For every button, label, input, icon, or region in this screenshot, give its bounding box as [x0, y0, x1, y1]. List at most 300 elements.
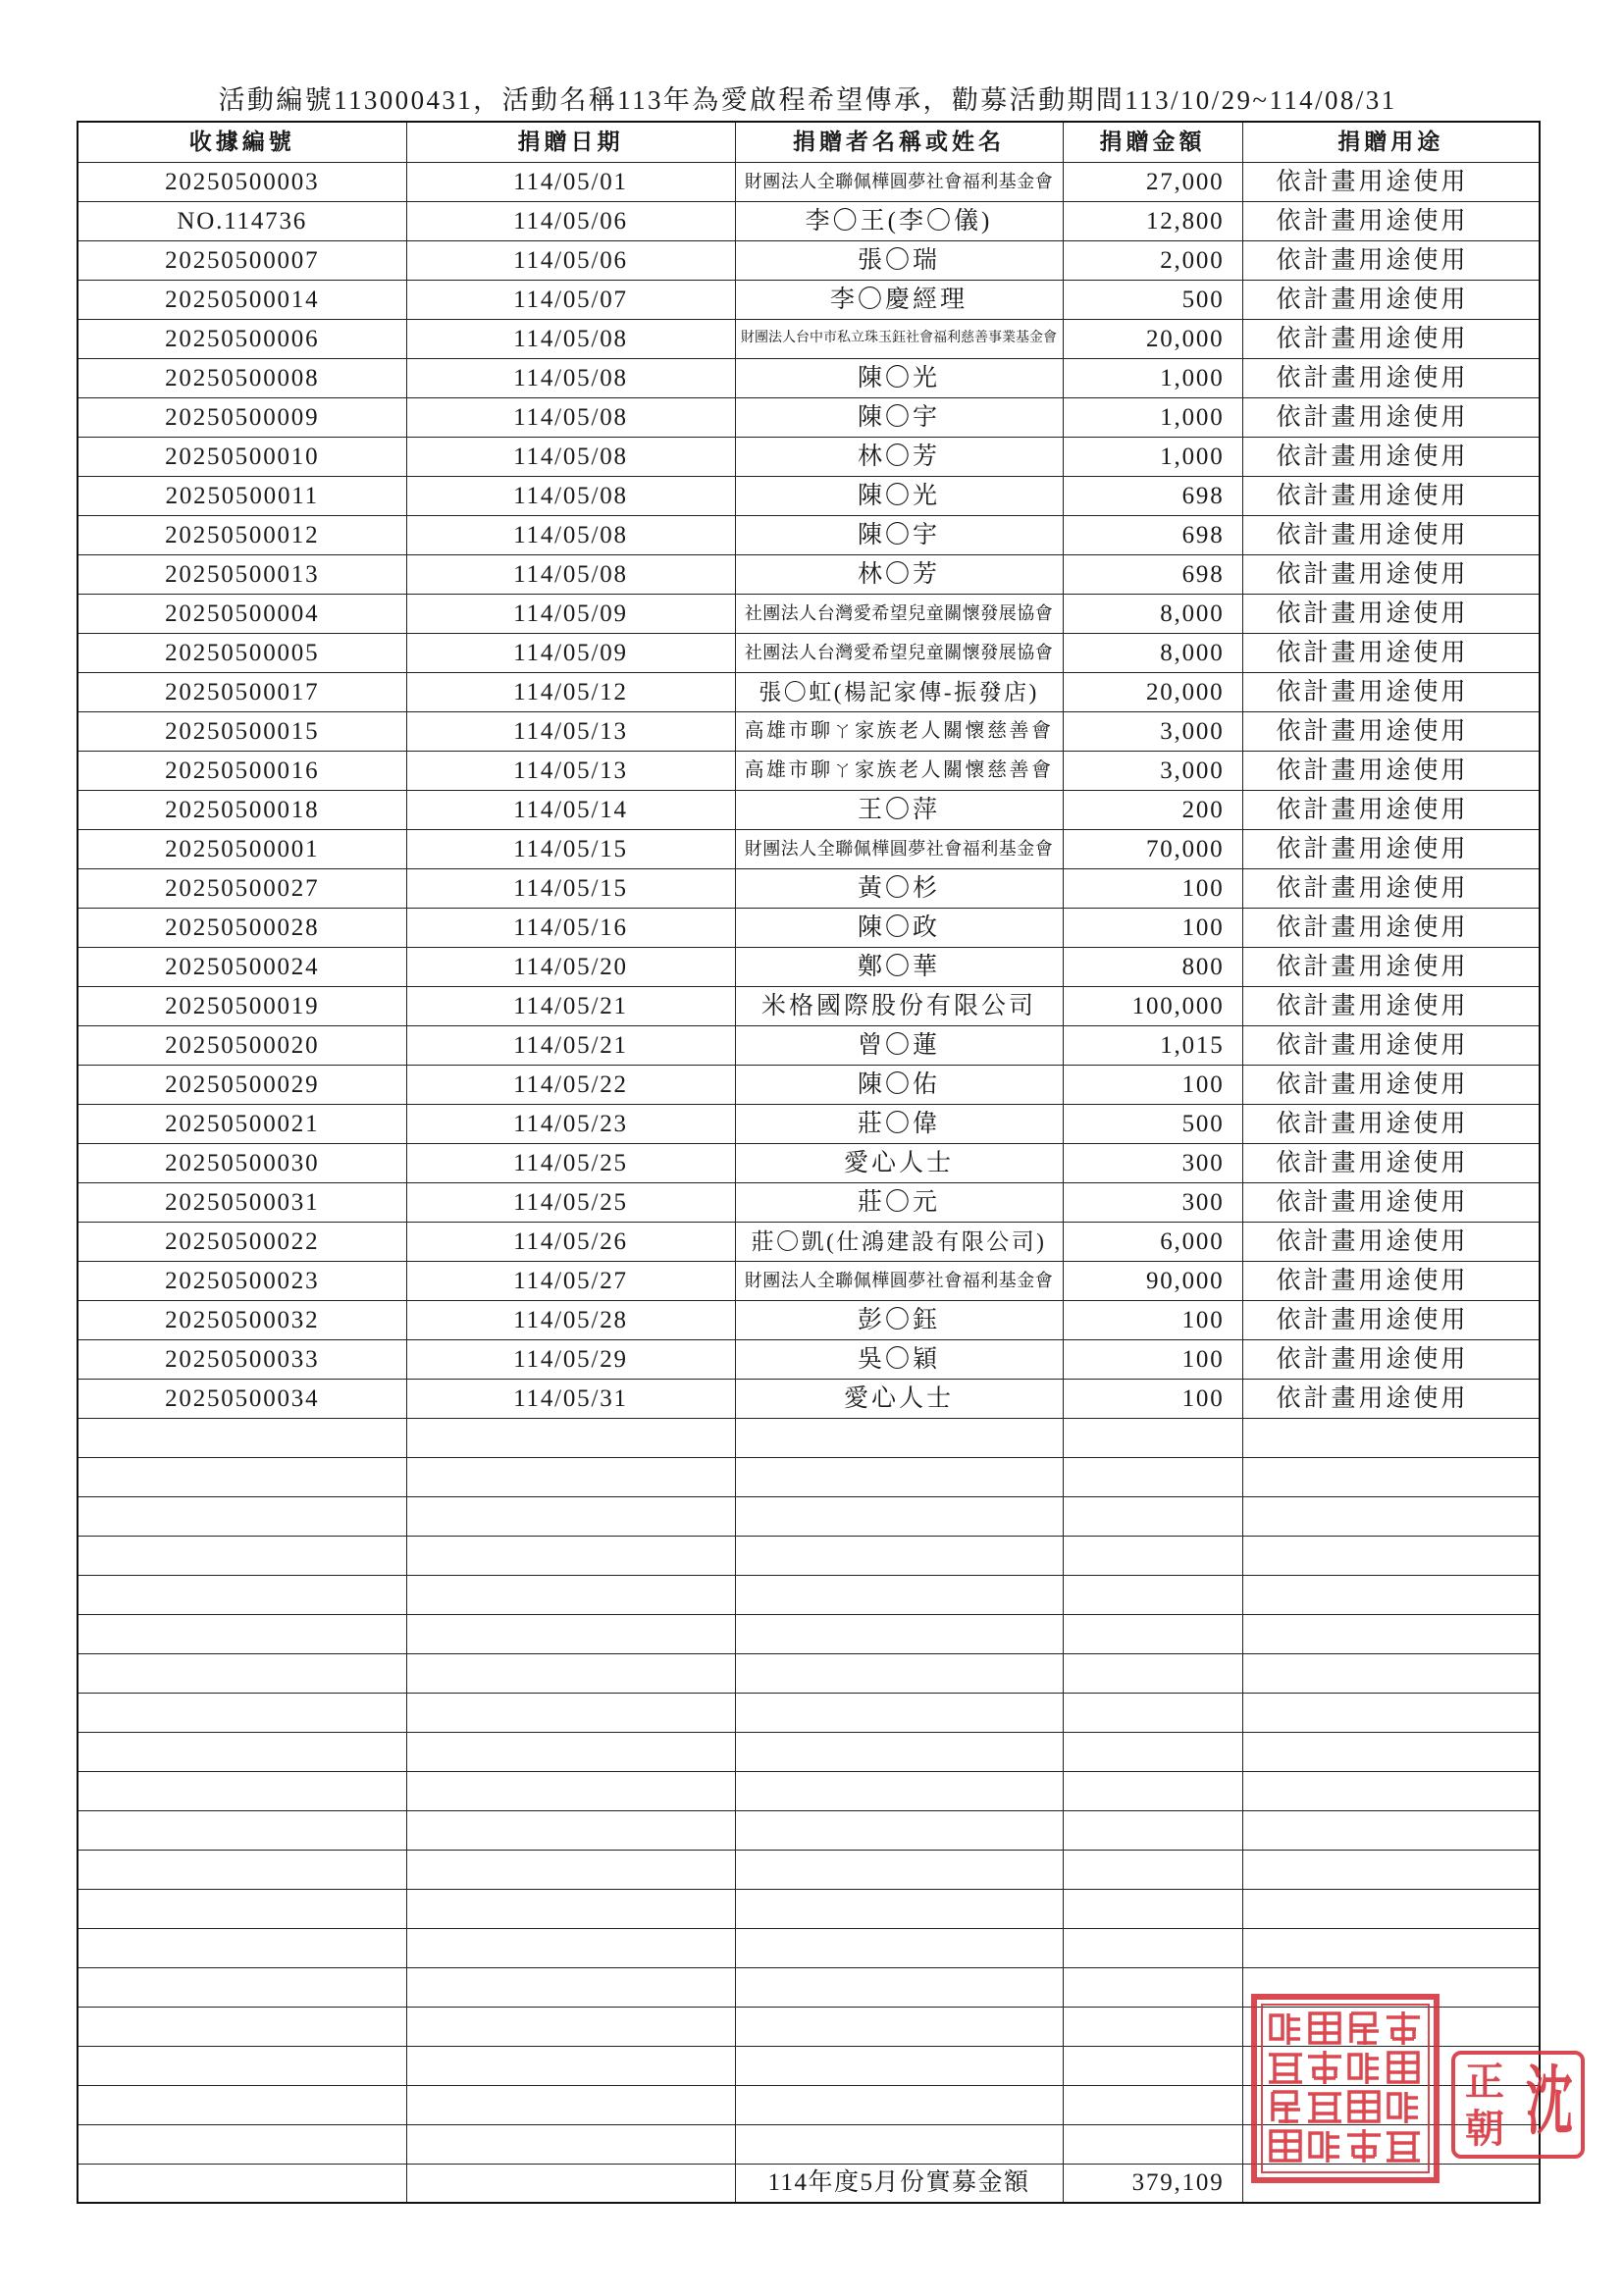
receipt-number-cell: 20250500028: [78, 908, 406, 947]
receipt-number-cell: 20250500013: [78, 554, 406, 594]
empty-cell: [78, 1536, 406, 1575]
donation-purpose-cell: 依計畫用途使用: [1242, 672, 1540, 711]
table-row: [78, 397, 1540, 437]
donation-date-cell: 114/05/22: [406, 1065, 735, 1104]
donation-amount-cell: 90,000: [1063, 1261, 1242, 1300]
donation-purpose-cell: 依計畫用途使用: [1242, 790, 1540, 829]
donation-purpose-cell: 依計畫用途使用: [1242, 1182, 1540, 1222]
empty-cell: [1242, 1928, 1540, 1967]
receipt-number-cell: 20250500019: [78, 986, 406, 1025]
donation-amount-cell: 100: [1063, 1300, 1242, 1339]
empty-cell: [406, 1967, 735, 2007]
empty-cell: [78, 1653, 406, 1693]
empty-cell: [1063, 1967, 1242, 2007]
donation-date-cell: 114/05/08: [406, 515, 735, 554]
empty-cell: [1063, 1496, 1242, 1536]
empty-cell: [406, 2085, 735, 2124]
donation-date-cell: 114/05/01: [406, 162, 735, 201]
empty-row: [78, 1653, 1540, 1693]
table-row: [78, 1339, 1540, 1379]
donation-date-cell: 114/05/28: [406, 1300, 735, 1339]
donation-amount-cell: 8,000: [1063, 633, 1242, 672]
empty-row: [78, 1575, 1540, 1614]
table-row: [78, 1182, 1540, 1222]
donor-name-cell: 愛心人士: [735, 1379, 1063, 1418]
receipt-number-cell: 20250500016: [78, 751, 406, 790]
table-row: [78, 280, 1540, 319]
donation-amount-cell: 500: [1063, 280, 1242, 319]
ledger-header: [78, 122, 1540, 162]
table-row: [78, 358, 1540, 397]
empty-cell: [735, 2007, 1063, 2046]
empty-cell: [78, 2124, 406, 2164]
donor-name-cell: 陳〇佑: [735, 1065, 1063, 1104]
donation-purpose-cell: 依計畫用途使用: [1242, 240, 1540, 280]
empty-row: [78, 1810, 1540, 1850]
donor-name-cell: 張〇虹(楊記家傳-振發店): [735, 672, 1063, 711]
receipt-number-cell: 20250500017: [78, 672, 406, 711]
receipt-number-cell: 20250500012: [78, 515, 406, 554]
empty-cell: [78, 1967, 406, 2007]
donor-name-cell: 社團法人台灣愛希望兒童關懷發展協會: [735, 633, 1063, 672]
receipt-number-cell: 20250500010: [78, 437, 406, 476]
receipt-number-cell: 20250500018: [78, 790, 406, 829]
empty-cell: [735, 2085, 1063, 2124]
empty-cell: [78, 1575, 406, 1614]
table-row: [78, 751, 1540, 790]
empty-cell: [735, 1693, 1063, 1732]
donation-purpose-cell: 依計畫用途使用: [1242, 280, 1540, 319]
donation-amount-cell: 100: [1063, 868, 1242, 908]
donation-date-cell: 114/05/31: [406, 1379, 735, 1418]
table-row: [78, 162, 1540, 201]
donor-name-cell: 張〇瑞: [735, 240, 1063, 280]
empty-cell: [735, 1889, 1063, 1928]
table-row: [78, 1222, 1540, 1261]
receipt-number-cell: 20250500033: [78, 1339, 406, 1379]
empty-cell: [406, 2124, 735, 2164]
table-row: [78, 240, 1540, 280]
empty-cell: [406, 2164, 735, 2203]
donor-name-cell: 高雄市聊ㄚ家族老人關懷慈善會: [735, 751, 1063, 790]
header-donation-amount: 捐贈金額: [1063, 122, 1242, 162]
empty-cell: [1063, 1536, 1242, 1575]
table-row: [78, 554, 1540, 594]
donation-purpose-cell: 依計畫用途使用: [1242, 1025, 1540, 1065]
empty-cell: [406, 1850, 735, 1889]
table-row: [78, 672, 1540, 711]
header-receipt-number: 收據編號: [78, 122, 406, 162]
empty-cell: [406, 1457, 735, 1496]
donor-name-cell: 黃〇杉: [735, 868, 1063, 908]
receipt-number-cell: 20250500003: [78, 162, 406, 201]
empty-cell: [1242, 1614, 1540, 1653]
receipt-number-cell: 20250500029: [78, 1065, 406, 1104]
donation-purpose-cell: 依計畫用途使用: [1242, 1300, 1540, 1339]
donation-purpose-cell: 依計畫用途使用: [1242, 829, 1540, 868]
empty-cell: [1242, 1418, 1540, 1457]
empty-cell: [78, 2164, 406, 2203]
donation-amount-cell: 300: [1063, 1143, 1242, 1182]
donation-purpose-cell: 依計畫用途使用: [1242, 319, 1540, 358]
empty-cell: [406, 2007, 735, 2046]
empty-cell: [406, 1418, 735, 1457]
receipt-number-cell: 20250500009: [78, 397, 406, 437]
donation-purpose-cell: 依計畫用途使用: [1242, 711, 1540, 751]
empty-cell: [1242, 1889, 1540, 1928]
empty-cell: [735, 1732, 1063, 1771]
donation-amount-cell: 8,000: [1063, 594, 1242, 633]
receipt-number-cell: 20250500004: [78, 594, 406, 633]
donation-date-cell: 114/05/12: [406, 672, 735, 711]
empty-cell: [1063, 2085, 1242, 2124]
donation-date-cell: 114/05/14: [406, 790, 735, 829]
donor-name-cell: 莊〇凱(仕鴻建設有限公司): [735, 1222, 1063, 1261]
table-row: [78, 201, 1540, 240]
table-row: [78, 1065, 1540, 1104]
table-row: [78, 594, 1540, 633]
receipt-number-cell: 20250500031: [78, 1182, 406, 1222]
donor-name-cell: 陳〇政: [735, 908, 1063, 947]
table-row: [78, 711, 1540, 751]
donation-purpose-cell: 依計畫用途使用: [1242, 162, 1540, 201]
empty-cell: [406, 1653, 735, 1693]
donation-purpose-cell: 依計畫用途使用: [1242, 554, 1540, 594]
empty-cell: [1063, 2124, 1242, 2164]
empty-cell: [78, 2085, 406, 2124]
donation-purpose-cell: 依計畫用途使用: [1242, 476, 1540, 515]
empty-cell: [78, 1457, 406, 1496]
donation-amount-cell: 800: [1063, 947, 1242, 986]
empty-cell: [406, 1614, 735, 1653]
donor-name-cell: 莊〇元: [735, 1182, 1063, 1222]
receipt-number-cell: 20250500005: [78, 633, 406, 672]
donation-date-cell: 114/05/29: [406, 1339, 735, 1379]
donation-date-cell: 114/05/08: [406, 437, 735, 476]
empty-cell: [1063, 1653, 1242, 1693]
empty-cell: [735, 1496, 1063, 1536]
receipt-number-cell: 20250500032: [78, 1300, 406, 1339]
receipt-number-cell: 20250500023: [78, 1261, 406, 1300]
seal-character: 正: [1465, 2059, 1504, 2105]
empty-cell: [1063, 1732, 1242, 1771]
donation-purpose-cell: 依計畫用途使用: [1242, 201, 1540, 240]
donation-date-cell: 114/05/21: [406, 1025, 735, 1065]
empty-cell: [735, 1457, 1063, 1496]
donation-amount-cell: 6,000: [1063, 1222, 1242, 1261]
donation-date-cell: 114/05/09: [406, 633, 735, 672]
receipt-number-cell: 20250500015: [78, 711, 406, 751]
empty-cell: [735, 2046, 1063, 2085]
donation-date-cell: 114/05/15: [406, 868, 735, 908]
donation-date-cell: 114/05/25: [406, 1143, 735, 1182]
table-row: [78, 1025, 1540, 1065]
empty-cell: [78, 2007, 406, 2046]
donor-name-cell: 李〇王(李〇儀): [735, 201, 1063, 240]
donation-date-cell: 114/05/09: [406, 594, 735, 633]
empty-cell: [406, 2046, 735, 2085]
empty-cell: [1242, 1771, 1540, 1810]
donation-date-cell: 114/05/25: [406, 1182, 735, 1222]
donation-date-cell: 114/05/15: [406, 829, 735, 868]
donation-purpose-cell: 依計畫用途使用: [1242, 908, 1540, 947]
donor-name-cell: 米格國際股份有限公司: [735, 986, 1063, 1025]
donation-amount-cell: 1,015: [1063, 1025, 1242, 1065]
donation-amount-cell: 1,000: [1063, 358, 1242, 397]
empty-row: [78, 1928, 1540, 1967]
donation-purpose-cell: 依計畫用途使用: [1242, 437, 1540, 476]
donation-purpose-cell: 依計畫用途使用: [1242, 397, 1540, 437]
table-row: [78, 986, 1540, 1025]
total-label: 114年度5月份實募金額: [735, 2164, 1063, 2203]
donation-date-cell: 114/05/13: [406, 711, 735, 751]
empty-cell: [735, 2124, 1063, 2164]
empty-cell: [1063, 1889, 1242, 1928]
empty-cell: [1242, 1496, 1540, 1536]
empty-cell: [406, 1928, 735, 1967]
donation-amount-cell: 698: [1063, 476, 1242, 515]
empty-cell: [735, 1536, 1063, 1575]
donation-amount-cell: 100: [1063, 908, 1242, 947]
empty-cell: [1063, 2046, 1242, 2085]
donation-purpose-cell: 依計畫用途使用: [1242, 594, 1540, 633]
donor-name-cell: 陳〇光: [735, 358, 1063, 397]
table-row: [78, 515, 1540, 554]
donation-purpose-cell: 依計畫用途使用: [1242, 1065, 1540, 1104]
table-row: [78, 476, 1540, 515]
empty-cell: [735, 1418, 1063, 1457]
receipt-number-cell: 20250500001: [78, 829, 406, 868]
donation-ledger-table: [77, 121, 1541, 2204]
empty-cell: [78, 1889, 406, 1928]
donation-date-cell: 114/05/21: [406, 986, 735, 1025]
receipt-number-cell: 20250500021: [78, 1104, 406, 1143]
donation-amount-cell: 100: [1063, 1339, 1242, 1379]
donation-purpose-cell: 依計畫用途使用: [1242, 1143, 1540, 1182]
receipt-number-cell: 20250500006: [78, 319, 406, 358]
empty-cell: [406, 1536, 735, 1575]
empty-row: [78, 1693, 1540, 1732]
receipt-number-cell: 20250500024: [78, 947, 406, 986]
empty-cell: [1063, 1575, 1242, 1614]
receipt-number-cell: 20250500007: [78, 240, 406, 280]
empty-cell: [78, 1732, 406, 1771]
donation-amount-cell: 3,000: [1063, 751, 1242, 790]
donation-purpose-cell: 依計畫用途使用: [1242, 1339, 1540, 1379]
empty-cell: [735, 1850, 1063, 1889]
empty-cell: [1063, 1418, 1242, 1457]
donation-purpose-cell: 依計畫用途使用: [1242, 986, 1540, 1025]
receipt-number-cell: 20250500030: [78, 1143, 406, 1182]
table-row: [78, 1261, 1540, 1300]
receipt-number-cell: 20250500014: [78, 280, 406, 319]
personal-seal: [1451, 2051, 1585, 2159]
donor-name-cell: 鄭〇華: [735, 947, 1063, 986]
donation-amount-cell: 100: [1063, 1379, 1242, 1418]
donation-purpose-cell: 依計畫用途使用: [1242, 515, 1540, 554]
empty-cell: [406, 1496, 735, 1536]
empty-cell: [78, 1850, 406, 1889]
empty-row: [78, 1536, 1540, 1575]
donor-name-cell: 陳〇宇: [735, 515, 1063, 554]
empty-cell: [1242, 1693, 1540, 1732]
donor-name-cell: 吳〇穎: [735, 1339, 1063, 1379]
donor-name-cell: 陳〇宇: [735, 397, 1063, 437]
empty-cell: [1063, 2007, 1242, 2046]
organization-seal: [1251, 1994, 1440, 2183]
donor-name-cell: 愛心人士: [735, 1143, 1063, 1182]
donor-name-cell: 林〇芳: [735, 554, 1063, 594]
header-donation-date: 捐贈日期: [406, 122, 735, 162]
donation-date-cell: 114/05/07: [406, 280, 735, 319]
donation-purpose-cell: 依計畫用途使用: [1242, 868, 1540, 908]
empty-cell: [406, 1810, 735, 1850]
donation-date-cell: 114/05/27: [406, 1261, 735, 1300]
donation-purpose-cell: 依計畫用途使用: [1242, 358, 1540, 397]
empty-cell: [1063, 1771, 1242, 1810]
empty-cell: [78, 1418, 406, 1457]
empty-row: [78, 1496, 1540, 1536]
donation-purpose-cell: 依計畫用途使用: [1242, 633, 1540, 672]
donation-purpose-cell: 依計畫用途使用: [1242, 1104, 1540, 1143]
empty-row: [78, 1771, 1540, 1810]
seal-character: 沈: [1525, 2058, 1573, 2147]
donor-name-cell: 財團法人全聯佩樺圓夢社會福利基金會: [735, 1261, 1063, 1300]
receipt-number-cell: NO.114736: [78, 201, 406, 240]
empty-cell: [78, 1810, 406, 1850]
empty-cell: [406, 1889, 735, 1928]
donation-date-cell: 114/05/16: [406, 908, 735, 947]
donor-name-cell: 曾〇蓮: [735, 1025, 1063, 1065]
donation-purpose-cell: 依計畫用途使用: [1242, 1379, 1540, 1418]
donor-name-cell: 財團法人全聯佩樺圓夢社會福利基金會: [735, 829, 1063, 868]
donation-date-cell: 114/05/08: [406, 319, 735, 358]
donation-amount-cell: 1,000: [1063, 397, 1242, 437]
empty-cell: [1063, 1810, 1242, 1850]
document-title: 活動編號113000431，活動名稱113年為愛啟程希望傳承，勸募活動期間113/10/29~114/08/31: [218, 85, 1397, 115]
donation-date-cell: 114/05/08: [406, 476, 735, 515]
empty-cell: [1063, 1693, 1242, 1732]
empty-cell: [78, 1693, 406, 1732]
table-row: [78, 319, 1540, 358]
receipt-number-cell: 20250500008: [78, 358, 406, 397]
donation-amount-cell: 500: [1063, 1104, 1242, 1143]
total-amount: 379,109: [1063, 2164, 1242, 2203]
empty-cell: [406, 1732, 735, 1771]
empty-cell: [78, 1496, 406, 1536]
table-row: [78, 908, 1540, 947]
donor-name-cell: 李〇慶經理: [735, 280, 1063, 319]
empty-row: [78, 1457, 1540, 1496]
receipt-number-cell: 20250500034: [78, 1379, 406, 1418]
empty-cell: [1242, 1653, 1540, 1693]
table-row: [78, 1300, 1540, 1339]
empty-cell: [1063, 1457, 1242, 1496]
empty-cell: [1242, 1810, 1540, 1850]
table-row: [78, 868, 1540, 908]
donation-date-cell: 114/05/06: [406, 240, 735, 280]
table-row: [78, 1143, 1540, 1182]
donation-date-cell: 114/05/08: [406, 554, 735, 594]
empty-cell: [1063, 1850, 1242, 1889]
donation-amount-cell: 20,000: [1063, 319, 1242, 358]
empty-row: [78, 1850, 1540, 1889]
donor-name-cell: 財團法人全聯佩樺圓夢社會福利基金會: [735, 162, 1063, 201]
table-row: [78, 1379, 1540, 1418]
ledger-body: [78, 162, 1540, 2164]
empty-cell: [78, 2046, 406, 2085]
donation-date-cell: 114/05/23: [406, 1104, 735, 1143]
donor-name-cell: 莊〇偉: [735, 1104, 1063, 1143]
receipt-number-cell: 20250500011: [78, 476, 406, 515]
donation-amount-cell: 12,800: [1063, 201, 1242, 240]
empty-cell: [735, 1575, 1063, 1614]
empty-cell: [735, 1614, 1063, 1653]
empty-cell: [735, 1771, 1063, 1810]
receipt-number-cell: 20250500020: [78, 1025, 406, 1065]
empty-cell: [78, 1771, 406, 1810]
donation-amount-cell: 698: [1063, 515, 1242, 554]
donation-date-cell: 114/05/06: [406, 201, 735, 240]
donation-amount-cell: 200: [1063, 790, 1242, 829]
empty-cell: [735, 1810, 1063, 1850]
donation-purpose-cell: 依計畫用途使用: [1242, 1222, 1540, 1261]
donation-amount-cell: 100,000: [1063, 986, 1242, 1025]
empty-cell: [1242, 1850, 1540, 1889]
empty-cell: [1242, 1457, 1540, 1496]
donor-name-cell: 王〇萍: [735, 790, 1063, 829]
donation-purpose-cell: 依計畫用途使用: [1242, 1261, 1540, 1300]
donor-name-cell: 陳〇光: [735, 476, 1063, 515]
empty-row: [78, 1614, 1540, 1653]
seal-character: 朝: [1465, 2106, 1504, 2152]
empty-cell: [735, 1928, 1063, 1967]
empty-row: [78, 1418, 1540, 1457]
donation-amount-cell: 70,000: [1063, 829, 1242, 868]
donor-name-cell: 財團法人台中市私立珠玉鈺社會福利慈善事業基金會: [735, 319, 1063, 358]
donor-name-cell: 彭〇鈺: [735, 1300, 1063, 1339]
empty-cell: [78, 1928, 406, 1967]
empty-cell: [1063, 1614, 1242, 1653]
empty-cell: [735, 1967, 1063, 2007]
table-row: [78, 790, 1540, 829]
donation-amount-cell: 3,000: [1063, 711, 1242, 751]
empty-cell: [406, 1575, 735, 1614]
donor-name-cell: 高雄市聊ㄚ家族老人關懷慈善會: [735, 711, 1063, 751]
empty-cell: [1242, 1575, 1540, 1614]
donation-amount-cell: 300: [1063, 1182, 1242, 1222]
empty-cell: [1242, 1536, 1540, 1575]
empty-cell: [1063, 1928, 1242, 1967]
header-donor-name: 捐贈者名稱或姓名: [735, 122, 1063, 162]
table-row: [78, 829, 1540, 868]
header-row: [78, 122, 1540, 162]
empty-cell: [1242, 1732, 1540, 1771]
empty-cell: [406, 1693, 735, 1732]
header-donation-purpose: 捐贈用途: [1242, 122, 1540, 162]
empty-cell: [78, 1614, 406, 1653]
table-row: [78, 633, 1540, 672]
donation-purpose-cell: 依計畫用途使用: [1242, 751, 1540, 790]
donation-amount-cell: 27,000: [1063, 162, 1242, 201]
table-row: [78, 1104, 1540, 1143]
donation-amount-cell: 2,000: [1063, 240, 1242, 280]
empty-cell: [406, 1771, 735, 1810]
donation-date-cell: 114/05/08: [406, 397, 735, 437]
donation-amount-cell: 1,000: [1063, 437, 1242, 476]
donor-name-cell: 林〇芳: [735, 437, 1063, 476]
donation-amount-cell: 698: [1063, 554, 1242, 594]
